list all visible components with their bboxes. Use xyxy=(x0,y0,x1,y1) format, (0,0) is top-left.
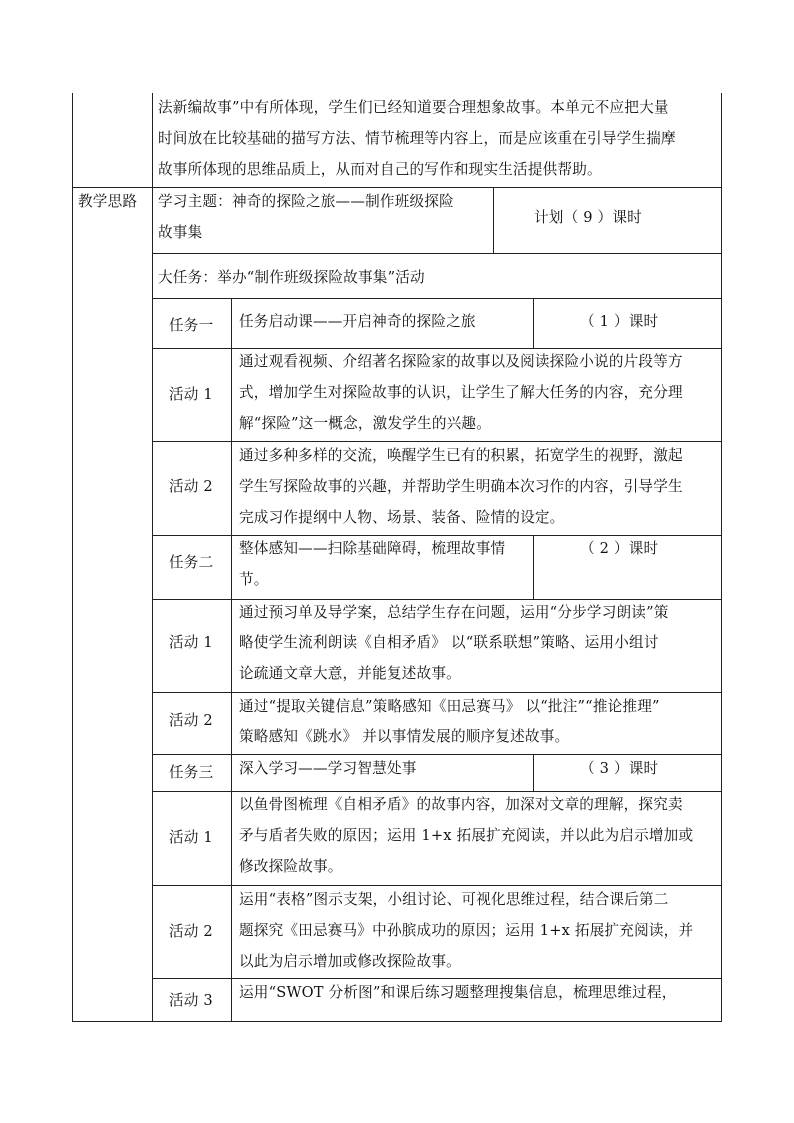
t3-activity2-line-3: 以此为启示增加或修改探险故事。 xyxy=(239,953,461,970)
task1-hours-divider xyxy=(533,298,534,349)
t2-activity1-line-1: 通过预习单及导学案，总结学生存在问题，运用“分步学习朗读”策 xyxy=(239,604,669,621)
theme-line-1: 学习主题：神奇的探险之旅——制作班级探险 xyxy=(158,193,454,210)
intro-line-1: 法新编故事”中有所体现，学生们已经知道要合理想象故事。本单元不应把大量 xyxy=(158,99,669,116)
teaching-approach-label: 教学思路 xyxy=(78,193,138,210)
t3-activity2-label: 活动 2 xyxy=(169,923,213,940)
intro-line-2: 时间放在比较基础的描写方法、情节梳理等内容上，而是应该重在引导学生揣摩 xyxy=(158,130,676,147)
t2-activity2-line-1: 通过“提取关键信息”策略感知《田忌赛马》 以“批注”“推论推理” xyxy=(239,698,660,715)
task3-title: 深入学习——学习智慧处事 xyxy=(239,760,417,777)
task2-hours: （ 2 ）课时 xyxy=(580,540,659,557)
t3-activity1-label: 活动 1 xyxy=(169,829,213,846)
task2-title-line-1: 整体感知——扫除基础障碍，梳理故事情 xyxy=(239,540,506,557)
t3-activity1-line-2: 矛与盾者失败的原因；运用 1+x 拓展扩充阅读，并以此为启示增加或 xyxy=(239,827,694,844)
t3-activity2-line-2: 题探究《田忌赛马》中孙膑成功的原因；运用 1+x 拓展扩充阅读，并 xyxy=(239,922,694,939)
row-divider-theme xyxy=(152,253,722,254)
task1-hours: （ 1 ）课时 xyxy=(580,313,659,330)
t1-activity2-line-2: 学生写探险故事的兴趣，并帮助学生明确本次习作的内容，引导学生 xyxy=(239,478,683,495)
inner-label-divider xyxy=(231,298,232,1022)
task3-hours: （ 3 ）课时 xyxy=(580,760,659,777)
t1-activity2-label: 活动 2 xyxy=(169,478,213,495)
row-divider-bigtask xyxy=(152,298,722,299)
t1-activity1-line-2: 式，增加学生对探险故事的认识，让学生了解大任务的内容，充分理 xyxy=(239,384,683,401)
task3-hours-divider xyxy=(533,754,534,792)
task3-label: 任务三 xyxy=(169,764,214,781)
t3-activity2-line-1: 运用“表格”图示支架，小组讨论、可视化思维过程，结合课后第二 xyxy=(239,891,669,908)
t3-activity3-line-1: 运用“SWOT 分析图”和课后练习题整理搜集信息，梳理思维过程， xyxy=(239,984,677,1001)
t2-activity1-label: 活动 1 xyxy=(169,634,213,651)
t3-activity1-line-3: 修改探险故事。 xyxy=(239,858,343,875)
table-border-right xyxy=(721,93,722,1022)
t1-activity1-line-3: 解“探险”这一概念，激发学生的兴趣。 xyxy=(239,415,492,432)
theme-line-2: 故事集 xyxy=(158,224,203,241)
t2-activity2-label: 活动 2 xyxy=(169,712,213,729)
task1-title: 任务启动课——开启神奇的探险之旅 xyxy=(239,313,476,330)
t1-activity2-line-1: 通过多种多样的交流，唤醒学生已有的积累，拓宽学生的视野，激起 xyxy=(239,447,683,464)
table-border-bottom xyxy=(72,1021,722,1022)
table-border-left xyxy=(72,93,73,1022)
t2-activity1-line-3: 论疏通文章大意，并能复述故事。 xyxy=(239,665,461,682)
task2-label: 任务二 xyxy=(169,554,214,571)
t1-activity1-label: 活动 1 xyxy=(169,386,213,403)
t3-activity1-line-1: 以鱼骨图梳理《自相矛盾》的故事内容，加深对文章的理解，探究卖 xyxy=(239,796,683,813)
intro-line-3: 故事所体现的思维品质上，从而对自己的写作和现实生活提供帮助。 xyxy=(158,161,602,178)
big-task: 大任务：举办“制作班级探险故事集”活动 xyxy=(158,269,425,286)
t1-activity2-line-3: 完成习作提纲中人物、场景、装备、险情的设定。 xyxy=(239,509,565,526)
t3-activity3-label: 活动 3 xyxy=(169,992,213,1009)
t2-activity2-line-2: 策略感知《跳水》 并以事情发展的顺序复述故事。 xyxy=(239,728,570,745)
t2-activity1-line-2: 略使学生流利朗读《自相矛盾》 以“联系联想”策略、运用小组讨 xyxy=(239,634,659,651)
task2-title-line-2: 节。 xyxy=(239,571,269,588)
task2-hours-divider xyxy=(533,535,534,600)
label-column-divider xyxy=(152,93,153,1022)
plan-hours: 计划（ 9 ）课时 xyxy=(534,209,642,226)
theme-plan-divider xyxy=(493,187,494,254)
t1-activity1-line-1: 通过观看视频、介绍著名探险家的故事以及阅读探险小说的片段等方 xyxy=(239,353,683,370)
task1-label: 任务一 xyxy=(169,317,214,334)
